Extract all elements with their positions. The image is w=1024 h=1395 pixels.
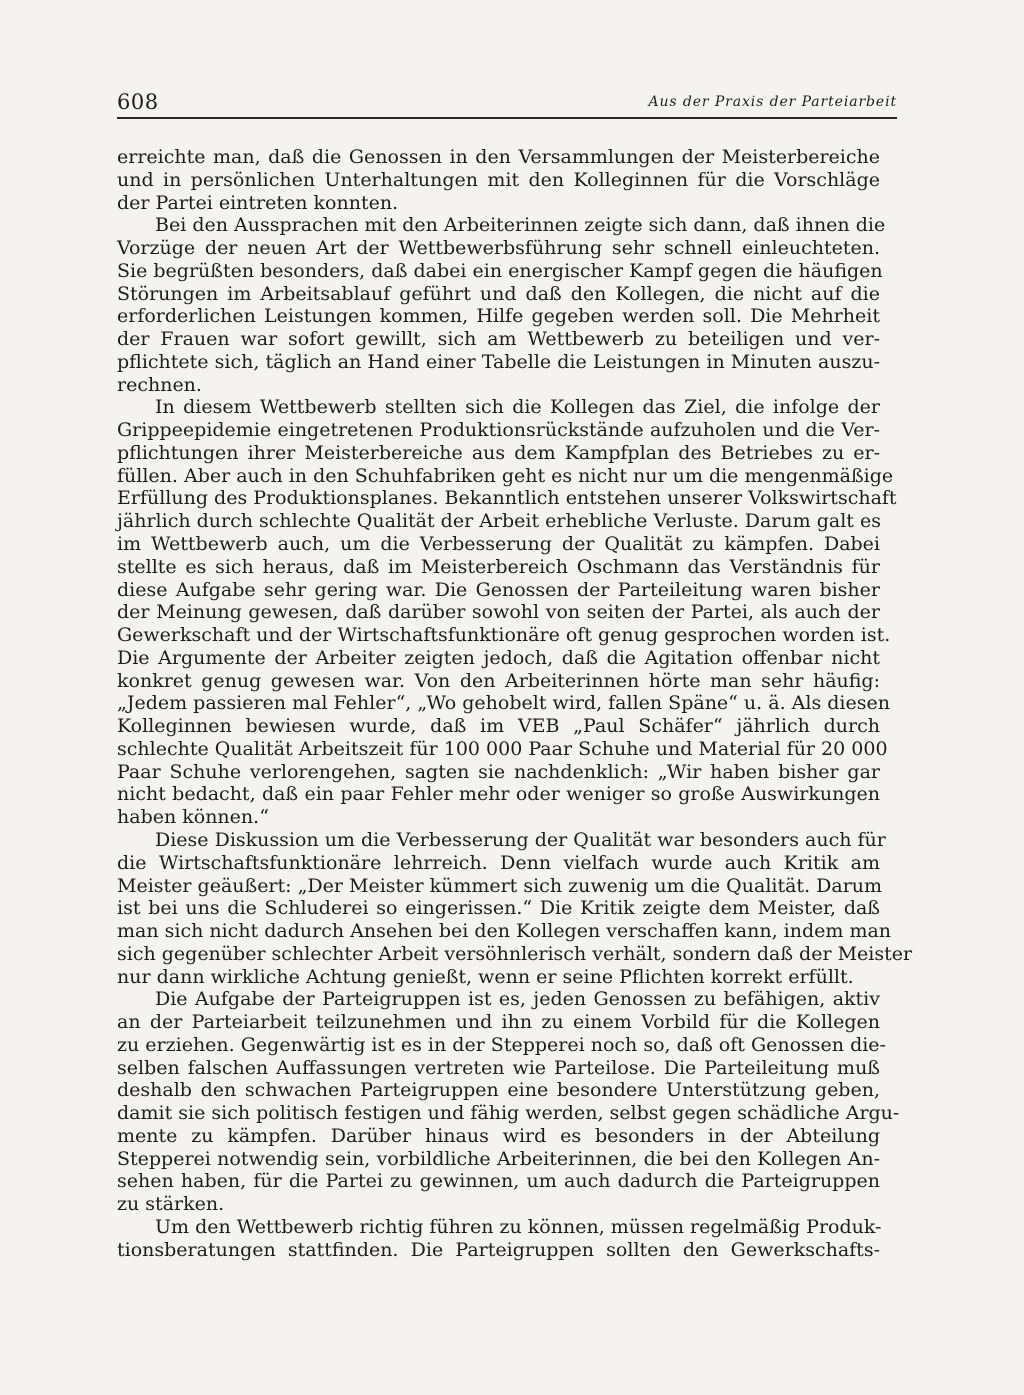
- text-line: jährlich durch schlechte Qualität der Arbeit erhebliche Verluste. Darum galt es: [117, 510, 881, 533]
- text-line: tionsberatungen stattfinden. Die Parteigruppen sollten den Gewerkschafts-: [117, 1238, 880, 1261]
- text-line: „Jedem passieren mal Fehler“, „Wo gehobelt wird, fallen Späne“ u. ä. Als diesen: [117, 692, 890, 715]
- text-line: erforderlichen Leistungen kommen, Hilfe gegeben werden soll. Die Mehrheit: [117, 305, 880, 328]
- text-line: man sich nicht dadurch Ansehen bei den Kollegen verschaffen kann, indem man: [117, 920, 892, 943]
- text-line: pflichtungen ihrer Meisterbereiche aus dem Kampfplan des Betriebes zu er-: [117, 441, 880, 464]
- paragraph: [117, 214, 886, 396]
- text-line: haben können.“: [117, 806, 269, 829]
- text-line: zu erziehen. Gegenwärtig ist es in der Stepperei noch so, daß oft Genossen die-: [117, 1033, 886, 1056]
- text-line: der Partei eintreten konnten.: [117, 191, 399, 214]
- text-line: Diese Diskussion um die Verbesserung der Qualität war besonders auch für: [155, 828, 886, 851]
- text-line: konkret genug gewesen war. Von den Arbeiterinnen hörte man sehr häufig:: [117, 669, 880, 692]
- text-line: damit sie sich politisch festigen und fähig werden, selbst gegen schädliche Argu-: [117, 1102, 900, 1125]
- text-line: Störungen im Arbeitsablauf geführt und daß den Kollegen, die nicht auf die: [117, 282, 880, 305]
- paragraph: [117, 988, 900, 1216]
- text-line: Die Aufgabe der Parteigruppen ist es, jeden Genossen zu befähigen, aktiv: [155, 988, 880, 1011]
- text-line: erreichte man, daß die Genossen in den Versammlungen der Meisterbereiche: [117, 146, 880, 168]
- text-line: sehen haben, für die Partei zu gewinnen, um auch dadurch die Parteigruppen: [117, 1170, 880, 1193]
- text-line: Sie begrüßten besonders, daß dabei ein energischer Kampf gegen die häufigen: [117, 259, 883, 282]
- text-line: und in persönlichen Unterhaltungen mit den Kolleginnen für die Vorschläge: [117, 168, 880, 191]
- text-line: die Wirtschaftsfunktionäre lehrreich. Denn vielfach wurde auch Kritik am: [117, 851, 880, 874]
- text-line: Um den Wettbewerb richtig führen zu können, müssen regelmäßig Produk-: [155, 1215, 882, 1238]
- body-text: [117, 146, 913, 1262]
- text-line: Kolleginnen bewiesen wurde, daß im VEB „Paul Schäfer“ jährlich durch: [117, 715, 880, 738]
- text-line: Meister geäußert: „Der Meister kümmert sich zuwenig um die Qualität. Darum: [117, 874, 883, 897]
- text-line: der Meinung gewesen, daß darüber sowohl von seiten der Partei, als auch der: [117, 601, 880, 624]
- text-line: Grippeepidemie eingetretenen Produktionsrückstände aufzuholen und die Ver-: [117, 419, 880, 442]
- text-line: Paar Schuhe verlorengehen, sagten sie nachdenklich: „Wir haben bisher gar: [117, 760, 880, 783]
- text-line: im Wettbewerb auch, um die Verbesserung der Qualität zu kämpfen. Dabei: [117, 533, 880, 556]
- text-line: an der Parteiarbeit teilzunehmen und ihn zu einem Vorbild für die Kollegen: [117, 1011, 880, 1034]
- text-line: rechnen.: [117, 373, 202, 396]
- paragraph: [117, 828, 913, 988]
- text-line: nur dann wirkliche Achtung genießt, wenn er seine Pflichten korrekt erfüllt.: [117, 965, 854, 988]
- text-line: der Frauen war sofort gewillt, sich am Wettbewerb zu beteiligen und ver-: [117, 328, 880, 351]
- text-line: ist bei uns die Schluderei so eingerissen.“ Die Kritik zeigte dem Meister, daß: [117, 897, 880, 920]
- text-line: diese Aufgabe sehr gering war. Die Genossen der Parteileitung waren bisher: [117, 578, 880, 601]
- text-line: In diesem Wettbewerb stellten sich die Kollegen das Ziel, die infolge der: [155, 396, 880, 419]
- text-line: nicht bedacht, daß ein paar Fehler mehr oder weniger so große Auswirkungen: [117, 783, 880, 806]
- text-line: sich gegenüber schlechter Arbeit versöhnlerisch verhält, sondern daß der Meister: [117, 942, 913, 965]
- text-line: Erfüllung des Produktionsplanes. Bekanntlich entstehen unserer Volkswirtschaft: [117, 487, 897, 510]
- header-rule: [117, 117, 897, 119]
- text-line: deshalb den schwachen Parteigruppen eine besondere Unterstützung geben,: [117, 1079, 880, 1102]
- text-line: Gewerkschaft und der Wirtschaftsfunktionäre oft genug gesprochen worden ist.: [117, 624, 891, 647]
- text-line: Vorzüge der neuen Art der Wettbewerbsführung sehr schnell einleuchteten.: [117, 237, 880, 260]
- text-line: Die Argumente der Arbeiter zeigten jedoch, daß die Agitation offenbar nicht: [117, 646, 880, 669]
- text-line: selben falschen Auffassungen vertreten wie Parteilose. Die Parteileitung muß: [117, 1056, 880, 1079]
- text-line: füllen. Aber auch in den Schuhfabriken geht es nicht nur um die mengenmäßige: [117, 464, 894, 487]
- text-line: zu stärken.: [117, 1193, 225, 1216]
- text-line: pflichtete sich, täglich an Hand einer Tabelle die Leistungen in Minuten auszu-: [117, 350, 880, 373]
- text-line: mente zu kämpfen. Darüber hinaus wird es besonders in der Abteilung: [117, 1124, 880, 1147]
- text-line: schlechte Qualität Arbeitszeit für 100 000 Paar Schuhe und Material für 20 000: [117, 737, 888, 760]
- paragraph: [117, 146, 880, 214]
- paragraph: [117, 1216, 880, 1262]
- running-head: Aus der Praxis der Parteiarbeit: [648, 94, 897, 110]
- page-header: [117, 90, 897, 120]
- text-line: stellte es sich heraus, daß im Meisterbereich Oschmann das Verständnis für: [117, 555, 880, 578]
- text-line: Bei den Aussprachen mit den Arbeiterinnen zeigte sich dann, daß ihnen die: [155, 214, 886, 237]
- paragraph: [117, 396, 897, 829]
- page-number: 608: [117, 90, 159, 114]
- text-line: Stepperei notwendig sein, vorbildliche Arbeiterinnen, die bei den Kollegen An-: [117, 1147, 880, 1170]
